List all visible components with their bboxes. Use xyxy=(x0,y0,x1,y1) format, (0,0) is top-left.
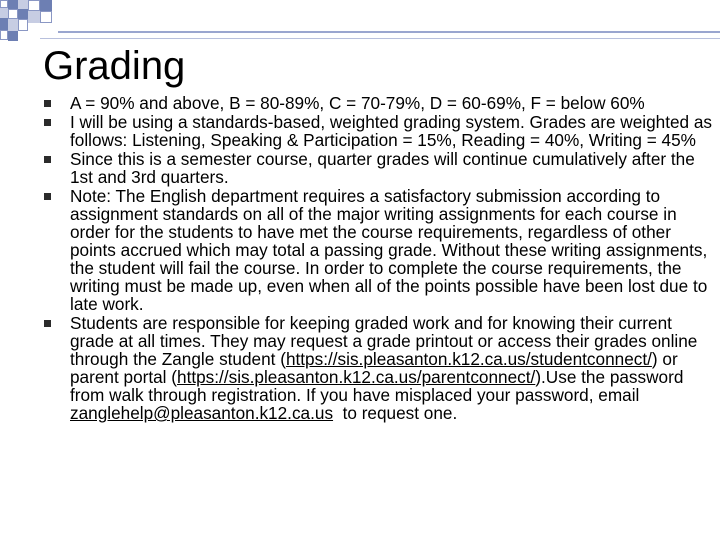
slide-title: Grading xyxy=(43,44,186,88)
deco-square xyxy=(18,0,28,9)
bullet-item xyxy=(40,314,720,422)
bullet-item xyxy=(40,113,720,149)
deco-square xyxy=(28,11,40,23)
bullet-text: Note: The English department requires a satisfactory submission according to assignment standards on all of the major writing assignments for each course in order for the students to have met the course requirements, regardless of other points accrued which may total a passing grade. Without these writing assignments, the student will fail the course. In order to complete the course requirements, the writing must be made up, even when all of the points possible have been lost due to late work. xyxy=(70,186,708,314)
deco-square xyxy=(40,11,52,23)
email-link[interactable]: zanglehelp@pleasanton.k12.ca.us xyxy=(70,403,334,423)
top-rule-secondary xyxy=(40,38,720,39)
deco-square xyxy=(8,19,18,31)
bullet-text-part: ).Use the password from walk through registration. If you have misplaced your password, email xyxy=(70,367,684,405)
square-bullet-icon xyxy=(44,119,51,126)
square-bullet-icon xyxy=(44,156,51,163)
bullet-text-part: Students are responsible for keeping graded work and for knowing their current grade at all times. They may request a grade printout or access their grades online through the Zangle student ( xyxy=(70,313,698,369)
bullet-text-part: to request one. xyxy=(333,403,458,423)
deco-square xyxy=(8,9,18,19)
square-bullet-icon xyxy=(44,193,51,200)
bullet-text: I will be using a standards-based, weighted grading system. Grades are weighted as follows: Listening, Speaking & Participation = 15%, Reading = 40%, Writing = 45% xyxy=(70,112,713,150)
bullet-text-part: ) or parent portal ( xyxy=(70,349,678,387)
deco-square xyxy=(8,0,18,9)
deco-square xyxy=(0,0,8,8)
bullet-item xyxy=(40,187,720,313)
bullet-text: Since this is a semester course, quarter grades will continue cumulatively after the 1st and 3rd quarters. xyxy=(70,149,695,187)
deco-square xyxy=(40,0,52,11)
deco-square xyxy=(0,30,8,40)
deco-square xyxy=(0,18,8,30)
square-bullet-icon xyxy=(44,100,51,107)
square-bullet-icon xyxy=(44,320,51,327)
bullet-item xyxy=(40,94,720,112)
parent-portal-link[interactable]: https://sis.pleasanton.k12.ca.us/parentconnect/ xyxy=(177,367,536,387)
deco-square xyxy=(0,8,8,18)
student-portal-link[interactable]: https://sis.pleasanton.k12.ca.us/studentconnect/ xyxy=(285,349,652,369)
deco-square xyxy=(28,0,40,11)
bullet-list xyxy=(40,94,720,423)
deco-square xyxy=(8,31,18,41)
deco-square xyxy=(18,9,28,19)
deco-square xyxy=(18,19,28,31)
bullet-item xyxy=(40,150,720,186)
top-rule xyxy=(58,31,720,33)
bullet-text: A = 90% and above, B = 80-89%, C = 70-79%, D = 60-69%, F = below 60% xyxy=(70,93,645,113)
